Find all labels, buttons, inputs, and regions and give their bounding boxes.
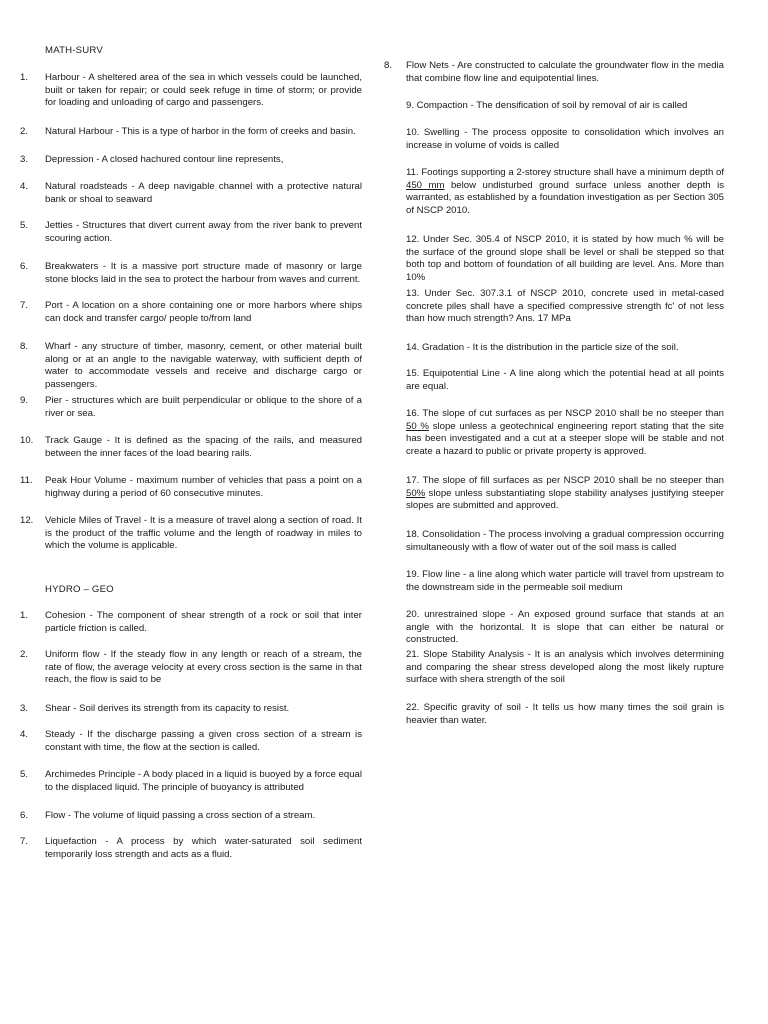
item-number: 12. [20,515,34,526]
list-item [20,836,362,861]
underlined-value: 50 % [406,420,429,432]
list-item: 18. Consolidation - The process involving a gradual compression occurring simultaneously with a flow of water out of the soil mass is called [406,529,724,553]
list-item [20,703,362,716]
item-text: Wharf - any structure of timber, masonry, cement, or other material built along or at an angle to the navigable waterway, with sufficient depth of water to accommodate vessels and receive and discharge cargo or passengers. [45,341,362,390]
item-text: Track Gauge - It is defined as the spacing of the rails, and measured between the inner faces of the load bearing rails. [45,435,362,459]
item-number: 8. [20,341,29,352]
item-number: 2. [20,126,29,137]
item-number: 4. [20,729,29,740]
item-text: Natural roadsteads - A deep navigable channel with a protective natural bank or shoal to seaward [45,181,362,205]
math-surv-heading: MATH-SURV [45,45,103,56]
underlined-value: 50% [406,487,426,499]
item-number: 6. [20,810,29,821]
list-item [20,810,362,823]
list-item [406,167,724,217]
item-number: 1. [20,610,29,621]
item-text: Flow - The volume of liquid passing a cross section of a stream. [45,810,316,821]
item-number: 1. [20,72,29,83]
item-text: Archimedes Principle - A body placed in a liquid is buoyed by a force equal to the displaced liquid. The principle of buoyancy is attributed [45,769,362,793]
list-item [20,72,362,110]
list-item [20,435,362,460]
list-item [20,610,362,635]
item-text: Pier - structures which are built perpendicular or oblique to the shore of a river or sea. [45,395,362,419]
item-number: 3. [20,703,29,714]
item-text: 16. The slope of cut surfaces as per NSCP 2010 shall be no steeper than [406,408,724,419]
list-item [20,395,362,420]
list-item [20,261,362,286]
item-number: 5. [20,769,29,780]
list-item [20,154,362,167]
hydro-geo-heading: HYDRO – GEO [45,584,114,595]
list-item: 15. Equipotential Line - A line along which the potential head at all points are equal. [406,368,724,392]
list-item: 21. Slope Stability Analysis - It is an analysis which involves determining and comparing the shear stress developed along the most likely rupture surface with shera strength of the soil [406,649,724,686]
item-number: 4. [20,181,29,192]
list-item: 12. Under Sec. 305.4 of NSCP 2010, it is stated by how much % will be the surface of the ground slope shall be level or shall be stepped so that both top and bottom of foundation of all building are level. Ans. More than 10% [406,234,724,283]
item-text: Jetties - Structures that divert current away from the river bank to prevent scouring action. [45,220,362,244]
item-text: Harbour - A sheltered area of the sea in which vessels could be launched, built or taken for repair; or could seek refuge in time of storm; or provide for loading and unloading of cargo and passengers. [45,72,362,109]
item-number: 6. [20,261,29,272]
list-item [20,515,362,553]
item-text: 17. The slope of fill surfaces as per NSCP 2010 shall be no steeper than [406,475,724,486]
list-item [384,60,724,85]
item-number: 5. [20,220,29,231]
item-text: Steady - If the discharge passing a given cross section of a stream is constant with time, the flow at the section is called. [45,729,362,753]
list-item [20,181,362,206]
list-item: 13. Under Sec. 307.3.1 of NSCP 2010, concrete used in metal-cased concrete piles shall have a specified compressive strength fc' of not less than how much strength? Ans. 17 MPa [406,288,724,325]
list-item: 9. Compaction - The densification of soil by removal of air is called [406,100,688,111]
list-item [20,649,362,687]
item-text: Vehicle Miles of Travel - It is a measure of travel along a section of road. It is the product of the traffic volume and the length of roadway in miles to which the volume is applicable. [45,515,362,552]
item-number: 9. [20,395,29,406]
item-number: 8. [384,60,393,71]
list-item [406,475,724,513]
item-number: 3. [20,154,29,165]
item-number: 11. [20,475,33,486]
list-item [20,341,362,391]
list-item [20,729,362,754]
item-text: Breakwaters - It is a massive port structure made of masonry or large stone blocks laid in the sea to protect the harbour from waves and current. [45,261,362,285]
item-number: 7. [20,300,29,311]
list-item: 22. Specific gravity of soil - It tells us how many times the soil grain is heavier than water. [406,702,724,726]
item-text: slope unless a geotechnical engineering report stating that the site has been investigated and a cut at a steeper slope will be stable and not create a hazard to public or private property is approved. [406,420,724,457]
list-item: 10. Swelling - The process opposite to consolidation which involves an increase in volume of voids is called [406,127,724,151]
item-text: Shear - Soil derives its strength from its capacity to resist. [45,703,290,714]
list-item [20,769,362,794]
item-number: 7. [20,836,29,847]
list-item [406,408,724,458]
item-text: Liquefaction - A process by which water-saturated soil sediment temporarily loss strength and acts as a fluid. [45,836,362,860]
item-text: below undisturbed ground surface unless another depth is warranted, as established by a foundation investigation as per Section 305 of NSCP 2010. [406,179,724,216]
item-text: Natural Harbour - This is a type of harbor in the form of creeks and basin. [45,126,356,137]
item-text: 11. Footings supporting a 2-storey structure shall have a minimum depth of [406,167,724,178]
item-text: Depression - A closed hachured contour line represents, [45,154,284,165]
list-item [20,126,362,139]
list-item: 14. Gradation - It is the distribution in the particle size of the soil. [406,342,679,353]
underlined-value: 450 mm [406,179,445,191]
item-text: Port - A location on a shore containing one or more harbors where ships can dock and transfer cargo/ people to/from land [45,300,362,324]
item-text: Cohesion - The component of shear strength of a rock or soil that inter particle friction is called. [45,610,362,634]
item-text: Peak Hour Volume - maximum number of vehicles that pass a point on a highway during a period of 60 consecutive minutes. [45,475,362,499]
item-text: slope unless substantiating slope stability analyses justifying steeper slopes are submitted and approved. [406,487,724,512]
list-item: 19. Flow line - a line along which water particle will travel from upstream to the downstream side in the permeable soil medium [406,569,724,593]
list-item: 20. unrestrained slope - An exposed ground surface that stands at an angle with the horizontal. It is slope that can either be natural or constructed. [406,609,724,646]
list-item [20,475,362,500]
list-item [20,220,362,245]
list-item [20,300,362,325]
item-number: 10. [20,435,34,446]
item-text: Uniform flow - If the steady flow in any length or reach of a stream, the rate of flow, the average velocity at every cross section is the same in that reach, the flow is said to be [45,649,362,686]
item-text: Flow Nets - Are constructed to calculate the groundwater flow in the media that combine flow line and equipotential lines. [406,60,724,84]
item-number: 2. [20,649,29,660]
